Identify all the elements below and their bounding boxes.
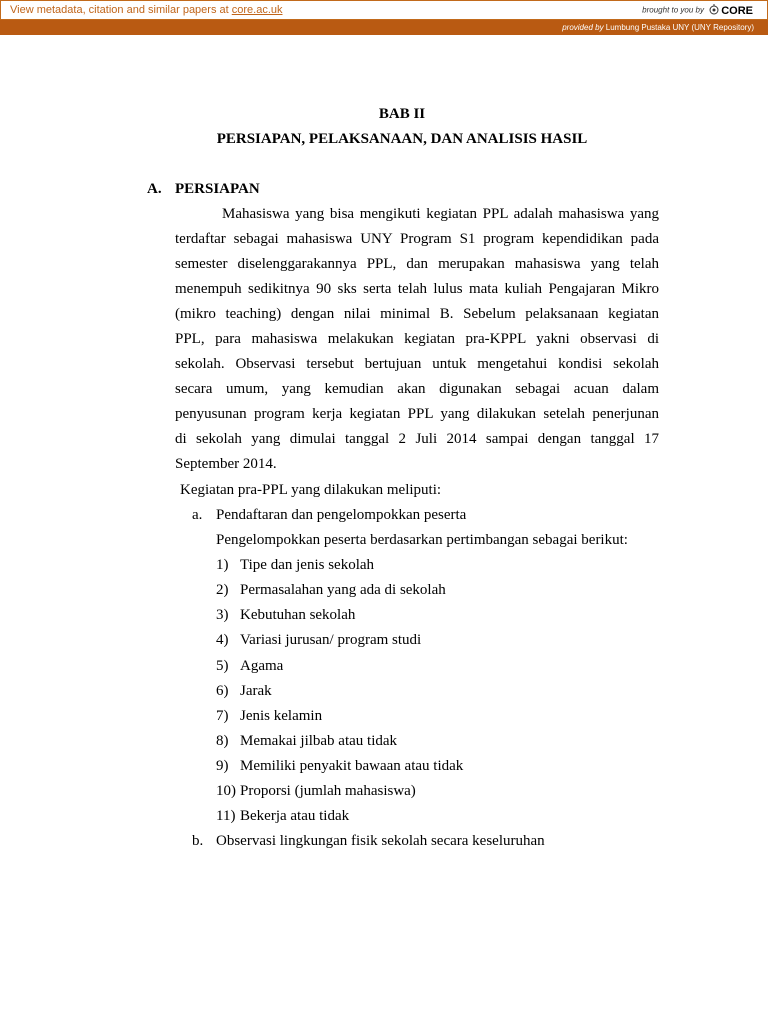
list-item-text: Proporsi (jumlah mahasiswa) — [240, 783, 416, 799]
paragraph-line: menempuh sedikitnya 90 sks serta telah lulus mata kuliah Pengajaran Mikro — [175, 281, 659, 297]
paragraph-line: di sekolah yang dimulai tanggal 2 Juli 2014 sampai dengan tanggal 17 — [175, 431, 659, 447]
list-item-text: Memiliki penyakit bawaan atau tidak — [240, 758, 464, 774]
list-item — [216, 606, 355, 624]
list-item — [216, 807, 349, 825]
provided-by-bar — [0, 20, 768, 35]
list-item — [216, 581, 446, 599]
paragraph-line: sekolah. Observasi tersebut bertujuan untuk mengetahui kondisi sekolah — [175, 356, 659, 372]
section-letter: A. — [147, 181, 162, 197]
item-a-intro: Pengelompokkan peserta berdasarkan pertimbangan sebagai berikut: — [216, 532, 628, 548]
section-title: PERSIAPAN — [175, 181, 260, 197]
list-item-text: Kebutuhan sekolah — [240, 607, 356, 623]
list-item-number: 11) — [216, 808, 236, 824]
list-item — [216, 782, 416, 800]
paragraph-line: Mahasiswa yang bisa mengikuti kegiatan PPL adalah mahasiswa yang — [222, 206, 659, 222]
list-item — [216, 631, 421, 649]
list-item-number: 3) — [216, 607, 229, 623]
list-item-text: Variasi jurusan/ program studi — [240, 632, 422, 648]
paragraph-line: semester diselenggarakannya PPL, dan merupakan mahasiswa yang telah — [175, 256, 659, 272]
paragraph-line: penyusunan program kerja kegiatan PPL yang dilakukan setelah penerjunan — [175, 406, 659, 422]
chapter-title: PERSIAPAN, PELAKSANAAN, DAN ANALISIS HASIL — [216, 131, 588, 147]
paragraph-line: September 2014. — [175, 456, 277, 472]
list-item — [216, 657, 283, 675]
list-item — [216, 757, 463, 775]
core-header-bar — [0, 0, 768, 20]
list-item-number: 7) — [216, 708, 229, 724]
list-item-number: 9) — [216, 758, 229, 774]
list-item-number: 4) — [216, 632, 229, 648]
list-item-number: 10) — [216, 783, 236, 799]
core-metadata-link[interactable] — [10, 4, 283, 16]
item-b-letter: b. — [192, 833, 204, 849]
core-logo-icon — [709, 4, 719, 16]
brought-to-you-by — [642, 4, 753, 17]
list-item-number: 1) — [216, 557, 229, 573]
list-item — [216, 682, 272, 700]
list-item-number: 8) — [216, 733, 229, 749]
provided-prefix: provided by — [562, 23, 604, 32]
core-logo-text: CORE — [721, 5, 753, 17]
chapter-heading: BAB II — [378, 106, 426, 122]
list-item-text: Jenis kelamin — [240, 708, 323, 724]
list-item — [216, 556, 374, 574]
brought-text: brought to you by — [642, 5, 704, 15]
paragraph-line: terdaftar sebagai mahasiswa UNY Program S1 program kependidikan pada — [175, 231, 659, 247]
list-item-text: Memakai jilbab atau tidak — [240, 733, 398, 749]
list-item-text: Agama — [240, 658, 284, 674]
list-item-text: Tipe dan jenis sekolah — [240, 557, 375, 573]
item-a-title: Pendaftaran dan pengelompokkan peserta — [216, 507, 467, 523]
core-link-prefix: View metadata, citation and similar papers at — [10, 4, 232, 16]
repository-name[interactable]: Lumbung Pustaka UNY (UNY Repository) — [603, 23, 754, 32]
list-item-text: Jarak — [240, 683, 272, 699]
activities-intro: Kegiatan pra-PPL yang dilakukan meliputi: — [180, 482, 442, 498]
list-item-number: 5) — [216, 658, 229, 674]
paragraph-line: PPL, para mahasiswa melakukan kegiatan pra-KPPL yakni observasi di — [175, 331, 659, 347]
provided-by-text — [562, 23, 754, 32]
list-item-text: Bekerja atau tidak — [240, 808, 350, 824]
list-item-text: Permasalahan yang ada di sekolah — [240, 582, 446, 598]
list-item-number: 2) — [216, 582, 229, 598]
item-b-title: Observasi lingkungan fisik sekolah secara keseluruhan — [216, 833, 545, 849]
item-a-letter: a. — [192, 507, 203, 523]
list-item — [216, 707, 322, 725]
core-logo[interactable] — [709, 4, 753, 17]
core-link-url[interactable]: core.ac.uk — [231, 4, 283, 16]
paragraph-line: secara umum, yang kemudian akan digunakan sebagai acuan dalam — [175, 381, 659, 397]
list-item — [216, 732, 397, 750]
paragraph-line: (mikro teaching) dengan nilai minimal B. Sebelum pelaksanaan kegiatan — [175, 306, 659, 322]
list-item-number: 6) — [216, 683, 229, 699]
